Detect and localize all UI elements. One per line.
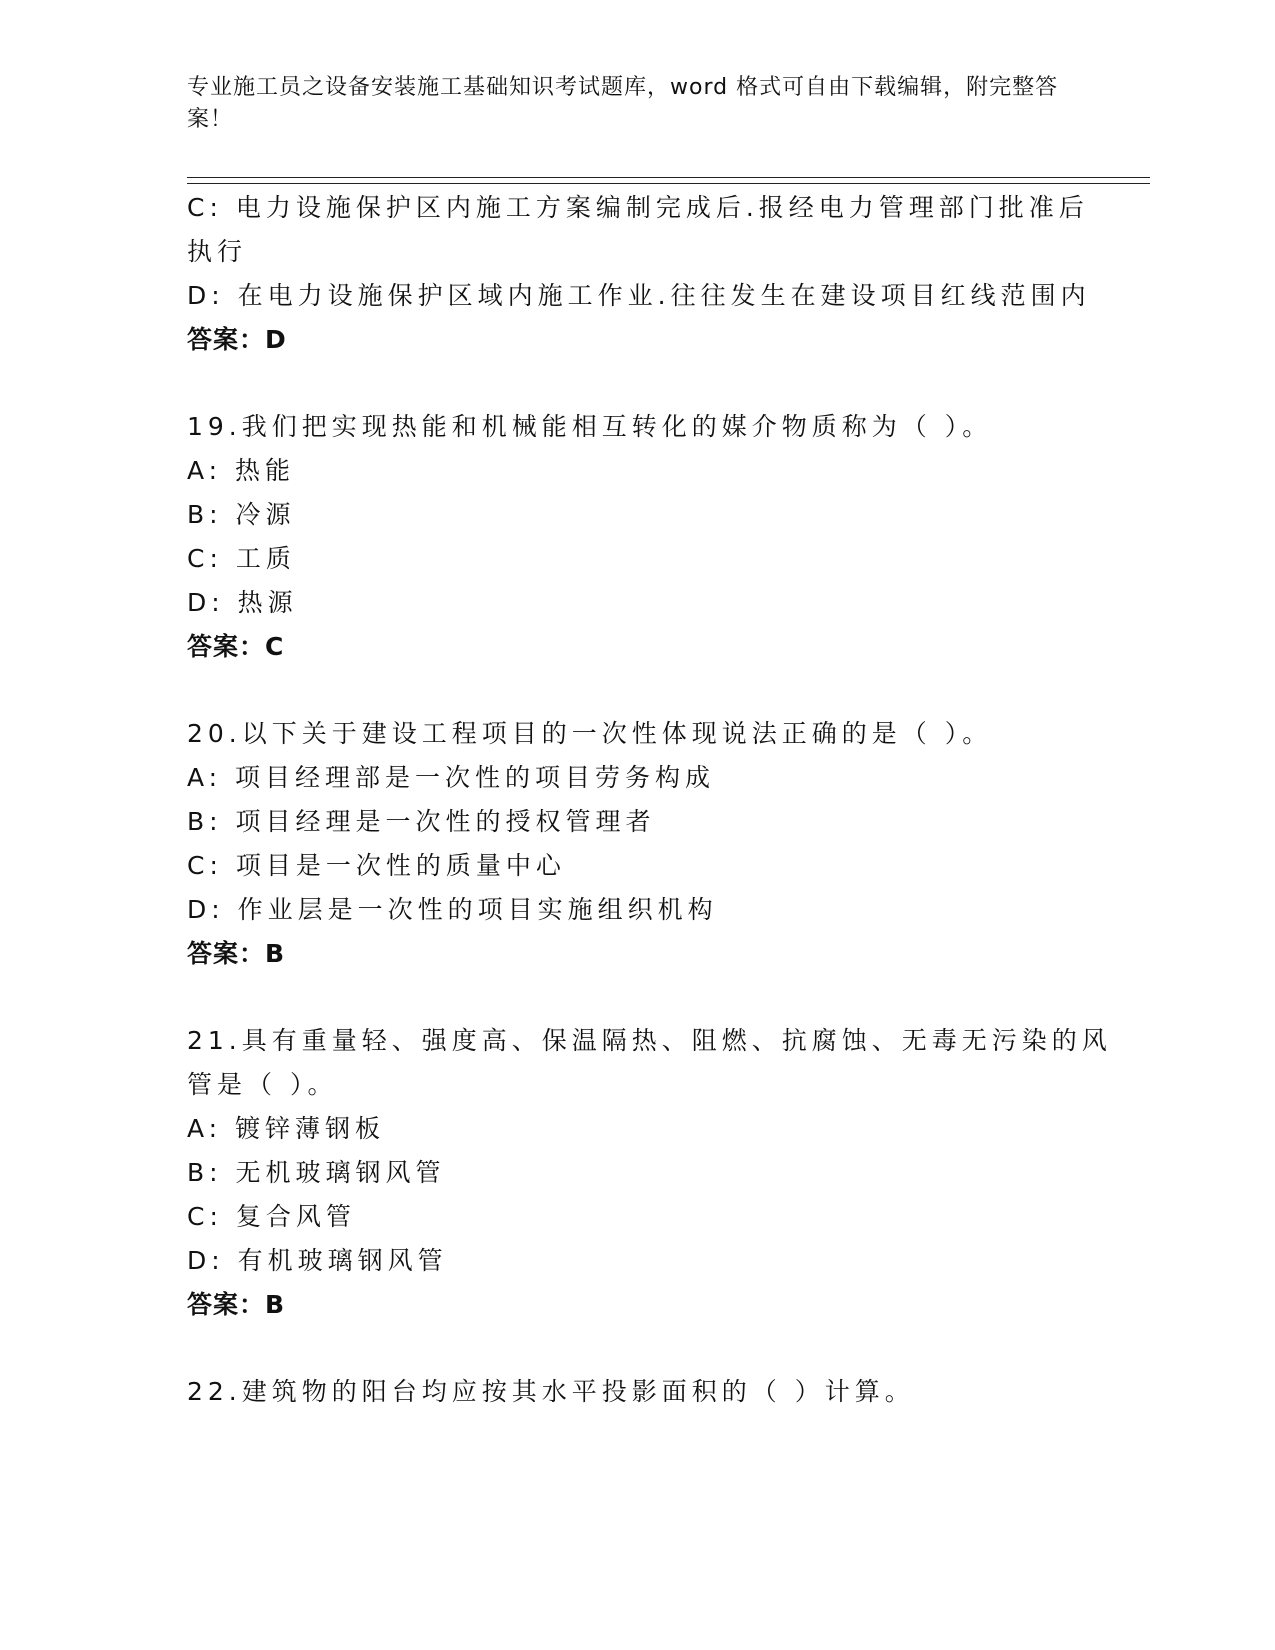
q18-option-c-line2: 执行 bbox=[187, 237, 248, 266]
q21-option-a: A: 镀锌薄钢板 bbox=[187, 1114, 386, 1143]
document-header: 专业施工员之设备安装施工基础知识考试题库，word 格式可自由下载编辑，附完整答案！ bbox=[187, 75, 1059, 132]
q22-question: 22.建筑物的阳台均应按其水平投影面积的（ ）计算。 bbox=[187, 1377, 915, 1406]
q21-option-c: C: 复合风管 bbox=[187, 1202, 356, 1231]
header-divider-top bbox=[187, 177, 1150, 178]
q20-option-a: A: 项目经理部是一次性的项目劳务构成 bbox=[187, 763, 716, 792]
q19-option-d: D: 热源 bbox=[187, 588, 298, 617]
q21-question-line1: 21.具有重量轻、强度高、保温隔热、阻燃、抗腐蚀、无毒无污染的风 bbox=[187, 1026, 1112, 1055]
q20-answer: 答案：B bbox=[187, 939, 286, 968]
q20-option-c: C: 项目是一次性的质量中心 bbox=[187, 851, 566, 880]
q21-option-b: B: 无机玻璃钢风管 bbox=[187, 1158, 446, 1187]
q19-option-b: B: 冷源 bbox=[187, 500, 296, 529]
q18-option-c-line1: C: 电力设施保护区内施工方案编制完成后.报经电力管理部门批准后 bbox=[187, 193, 1089, 222]
q19-answer: 答案：C bbox=[187, 632, 285, 661]
q20-option-b: B: 项目经理是一次性的授权管理者 bbox=[187, 807, 656, 836]
q20-question: 20.以下关于建设工程项目的一次性体现说法正确的是（ ）。 bbox=[187, 719, 993, 748]
q19-question: 19.我们把实现热能和机械能相互转化的媒介物质称为（ ）。 bbox=[187, 412, 993, 441]
q19-option-a: A: 热能 bbox=[187, 456, 296, 485]
q21-question-line2: 管是（ ）。 bbox=[187, 1070, 338, 1099]
q21-answer: 答案：B bbox=[187, 1290, 286, 1319]
q19-option-c: C: 工质 bbox=[187, 544, 296, 573]
q20-option-d: D: 作业层是一次性的项目实施组织机构 bbox=[187, 895, 718, 924]
header-divider-bottom bbox=[187, 183, 1150, 184]
q18-answer: 答案：D bbox=[187, 325, 287, 354]
q18-option-d: D: 在电力设施保护区域内施工作业.往往发生在建设项目红线范围内 bbox=[187, 281, 1091, 310]
q21-option-d: D: 有机玻璃钢风管 bbox=[187, 1246, 448, 1275]
